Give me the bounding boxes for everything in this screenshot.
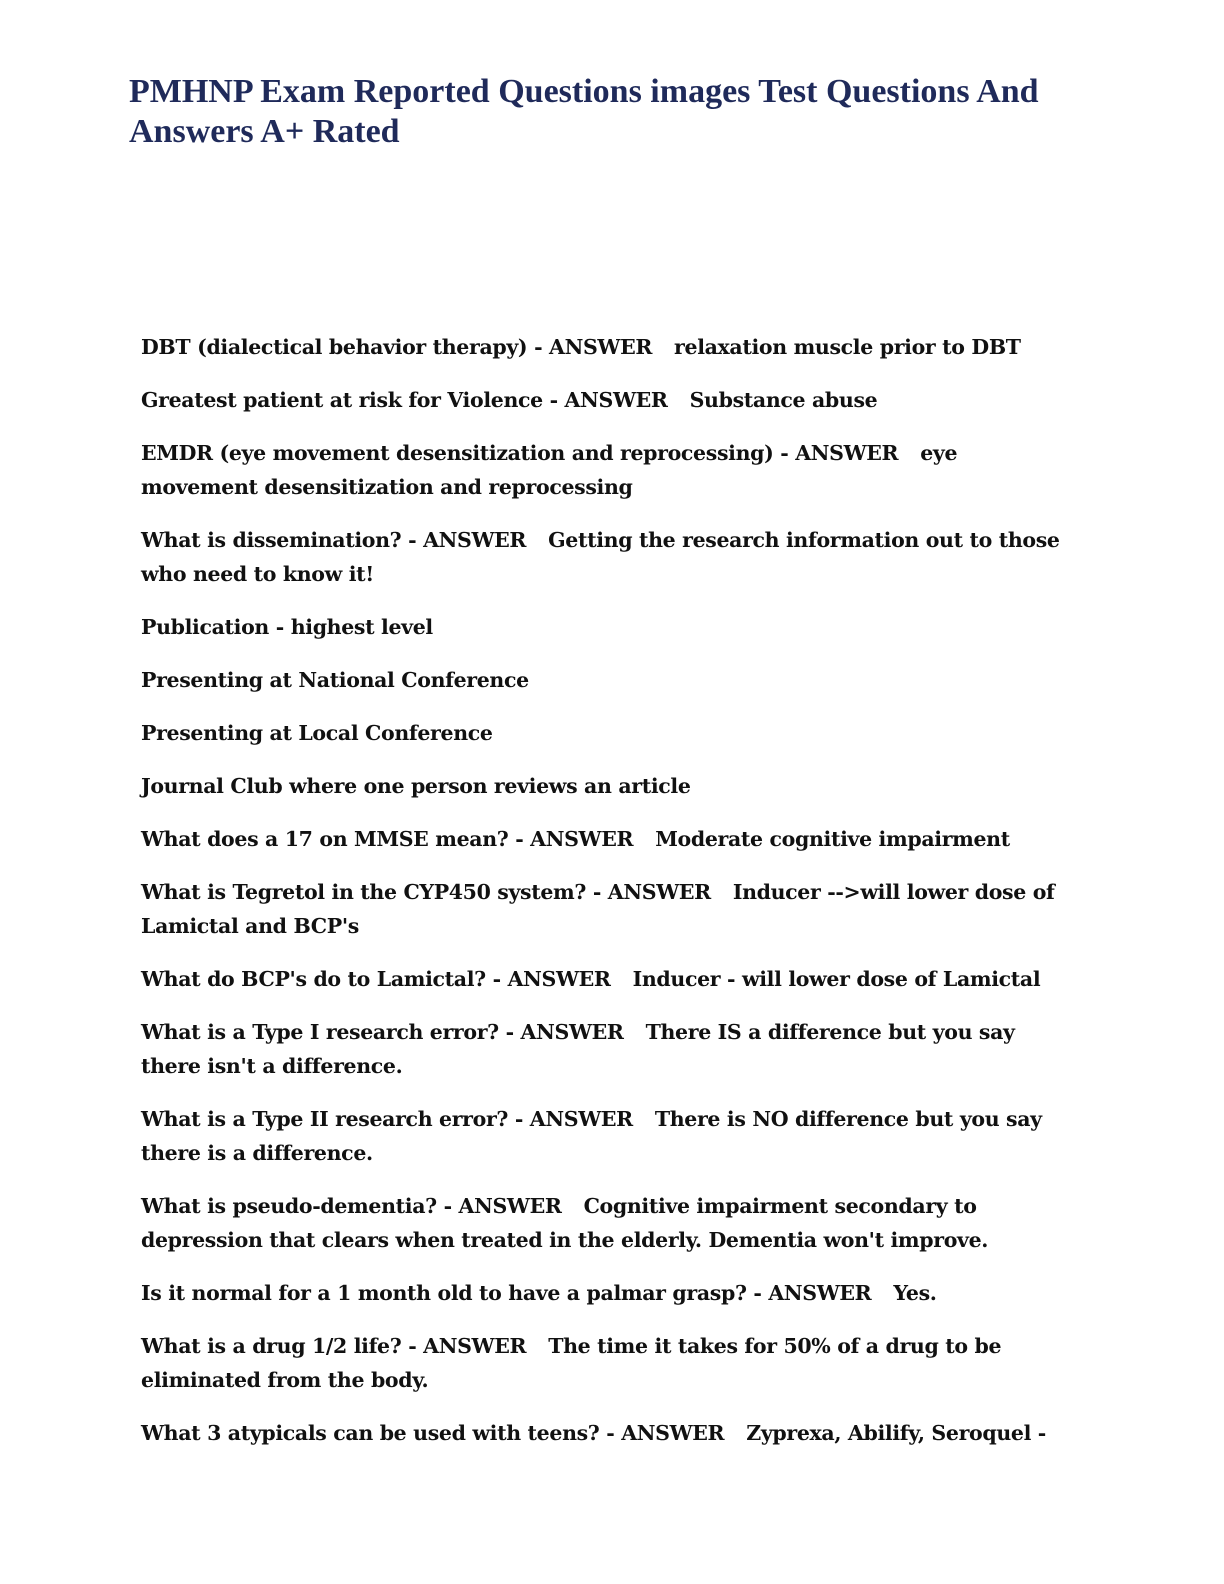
document-title: PMHNP Exam Reported Questions images Test Questions And Answers A+ Rated	[129, 73, 1039, 150]
qa-entry	[141, 1015, 1076, 1083]
qa-entry	[141, 1276, 1076, 1310]
question-text: What is a drug 1/2 life? - ANSWER	[141, 1334, 527, 1358]
answer-text: Inducer -->will lower dose of Lamictal and BCP's	[141, 880, 1055, 938]
list-item	[141, 769, 1076, 803]
answer-text: Zyprexa, Abilify, Seroquel -	[746, 1421, 1046, 1445]
list-item-text: Presenting at National Conference	[141, 668, 529, 692]
qa-entry	[141, 875, 1076, 943]
qa-entry	[141, 523, 1076, 591]
answer-text: Getting the research information out to those who need to know it!	[141, 528, 1060, 586]
list-item-text: Journal Club where one person reviews an article	[141, 774, 691, 798]
qa-entry	[141, 822, 1076, 856]
answer-text: relaxation muscle prior to DBT	[674, 335, 1021, 359]
list-item	[141, 663, 1076, 697]
answer-text: Cognitive impairment secondary to depression that clears when treated in the elderly. Dementia won't improve.	[141, 1194, 989, 1252]
answer-text: Moderate cognitive impairment	[655, 827, 1010, 851]
question-text: What is a Type II research error? - ANSWER	[141, 1107, 633, 1131]
question-text: What is dissemination? - ANSWER	[141, 528, 527, 552]
question-text: EMDR (eye movement desensitization and reprocessing) - ANSWER	[141, 441, 899, 465]
question-text: DBT (dialectical behavior therapy) - ANSWER	[141, 335, 653, 359]
answer-text: The time it takes for 50% of a drug to be eliminated from the body.	[141, 1334, 1002, 1392]
answer-text: Inducer - will lower dose of Lamictal	[632, 967, 1041, 991]
answer-text: Substance abuse	[689, 388, 878, 412]
qa-entry	[141, 962, 1076, 996]
qa-entry	[141, 436, 1076, 504]
question-text: Is it normal for a 1 month old to have a palmar grasp? - ANSWER	[141, 1281, 872, 1305]
question-text: What is Tegretol in the CYP450 system? - ANSWER	[141, 880, 711, 904]
answer-text: There is NO difference but you say there is a difference.	[141, 1107, 1042, 1165]
question-text: What is pseudo-dementia? - ANSWER	[141, 1194, 562, 1218]
qa-entry	[141, 1102, 1076, 1170]
list-item	[141, 610, 1076, 644]
qa-entry	[141, 383, 1076, 417]
answer-text: There IS a difference but you say there isn't a difference.	[141, 1020, 1015, 1078]
question-text: Greatest patient at risk for Violence - ANSWER	[141, 388, 668, 412]
qa-list	[141, 330, 1076, 1469]
list-item	[141, 716, 1076, 750]
list-item-text: Publication - highest level	[141, 615, 433, 639]
question-text: What do BCP's do to Lamictal? - ANSWER	[141, 967, 611, 991]
qa-entry	[141, 1416, 1076, 1450]
answer-text: Yes.	[893, 1281, 937, 1305]
question-text: What 3 atypicals can be used with teens? - ANSWER	[141, 1421, 725, 1445]
answer-text: eye movement desensitization and reprocessing	[141, 441, 958, 499]
qa-entry	[141, 1329, 1076, 1397]
qa-entry	[141, 1189, 1076, 1257]
question-text: What is a Type I research error? - ANSWER	[141, 1020, 624, 1044]
question-text: What does a 17 on MMSE mean? - ANSWER	[141, 827, 634, 851]
qa-entry	[141, 330, 1076, 364]
list-item-text: Presenting at Local Conference	[141, 721, 493, 745]
